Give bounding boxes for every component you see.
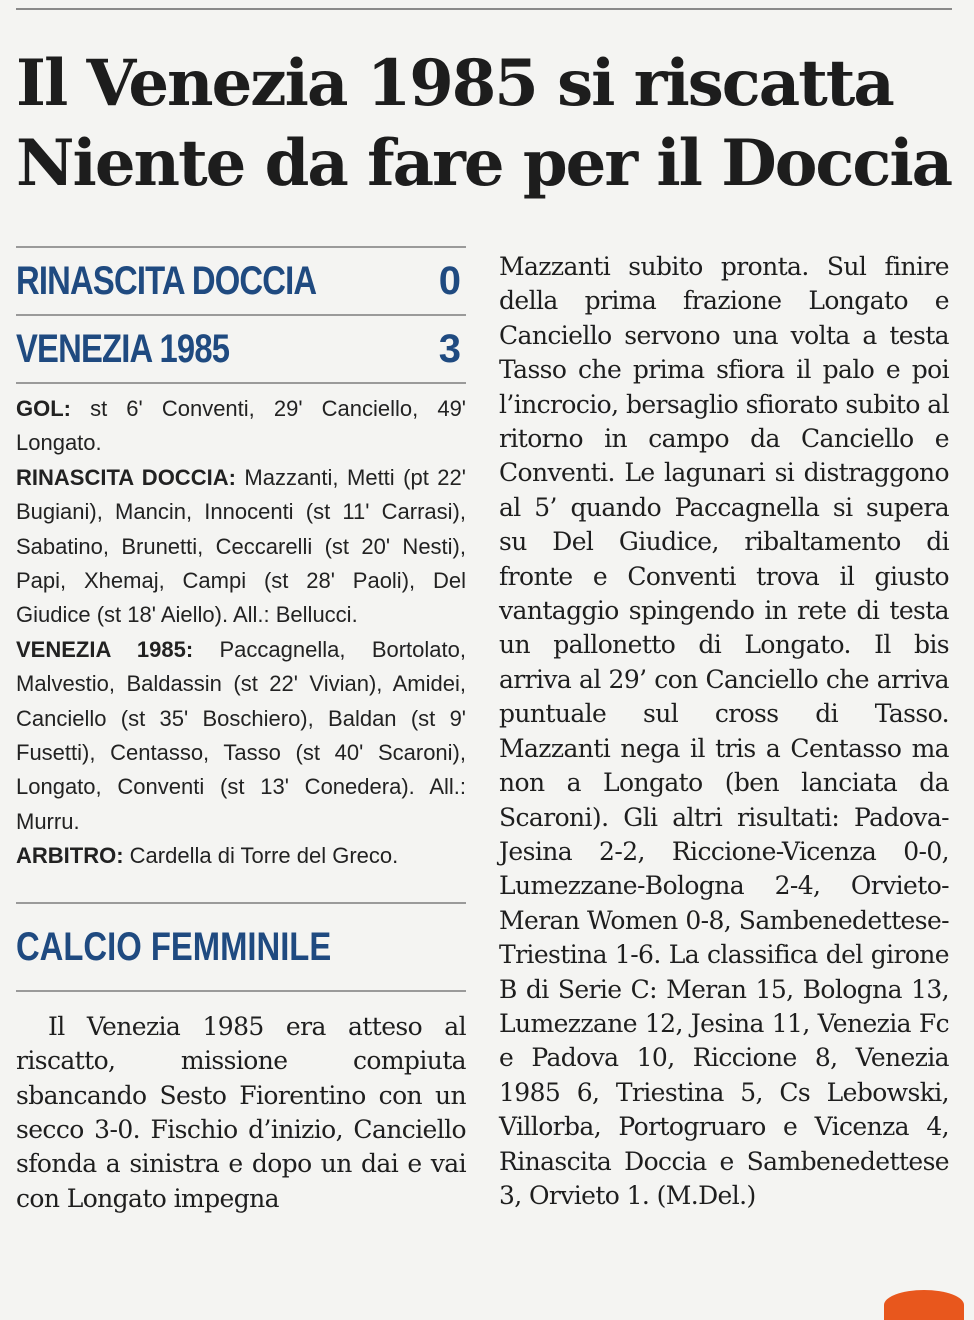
article-paragraph: Il Venezia 1985 era atteso al riscatto, missione compiuta sbancando Sesto Fiorentino con un secco 3-0. Fischio d’inizio, Canciello sfonda a sinistra e dopo un dai e vai con Longato impegna (16, 1011, 466, 1213)
doccia-text: Mazzanti, Metti (pt 22' Bugiani), Mancin, Innocenti (st 11' Carrasi), Sabatino, Brunetti, Ceccarelli (st 20' Nesti), Papi, Xhemaj, Campi (st 28' Paoli), Del Giudice (st 18' Aiello). All.: Bellucci. (16, 464, 466, 628)
goals-text: st 6' Conventi, 29' Canciello, 49' Longato. (16, 396, 466, 456)
doccia-label: RINASCITA DOCCIA: (16, 464, 236, 490)
venezia-label: VENEZIA 1985: (16, 636, 194, 662)
article-body-right (499, 250, 949, 1213)
section-title (16, 904, 466, 990)
goals-line (16, 392, 466, 461)
referee-text: Cardella di Torre del Greco. (123, 843, 399, 869)
match-report-box (16, 392, 466, 874)
team-name: RINASCITA DOCCIA (16, 258, 317, 303)
article-paragraph: Mazzanti subito pronta. Sul finire della prima frazione Longato e Canciello servono una volta a testa Tasso che prima sfiora il palo e poi l’incrocio, bersaglio sfiorato subito al ritorno in campo da Canciello e Conventi. Le lagunari si distraggono al 5’ quando Paccagnella si supera su Del Giudice, ribaltamento di fronte e Conventi trova il giusto vantaggio spingendo in rete di testa un pallonetto di Longato. Il bis arriva al 29’ con Canciello che arriva puntuale sul cross di Tasso. Mazzanti nega il tris a Centasso ma non a Longato (ben lanciata da Scaroni). Gli altri risultati: Padova-Jesina 2-2, Riccione-Vicenza 0-0, Lumezzane-Bologna 2-4, Orvieto-Meran Women 0-8, Sambenedettese-Triestina 1-6. La classifica del girone B di Serie C: Meran 15, Bologna 13, Lumezzane 12, Jesina 11, Venezia Fc e Padova 10, Riccione 8, Venezia 1985 6, Triestina 5, Cs Lebowski, Villorba, Portogruaro e Vicenza 4, Rinascita Doccia e Sambenedettese 3, Orvieto 1. (M.Del.) (499, 252, 949, 1210)
team-score: 3 (438, 326, 460, 371)
article-body-left (16, 1010, 466, 1216)
corner-mark (884, 1290, 964, 1320)
referee-label: ARBITRO: (16, 843, 124, 869)
headline-line-2: Niente da fare per il Doccia (16, 126, 952, 201)
score-row-home (16, 248, 466, 314)
venezia-text: Paccagnella, Bortolato, Malvestio, Baldassin (st 22' Vivian), Amidei, Canciello (st 35' Boschiero), Baldan (st 9' Fusetti), Centasso, Tasso (st 40' Scaroni), Longato, Conventi (st 13' Conedera). All.: Murru. (16, 636, 466, 834)
venezia-lineup (16, 633, 466, 839)
divider (16, 990, 466, 992)
team-name: VENEZIA 1985 (16, 326, 230, 371)
headline-line-1: Il Venezia 1985 si riscatta (16, 46, 893, 121)
score-row-away (16, 316, 466, 382)
team-score: 0 (438, 258, 460, 303)
divider (16, 382, 466, 384)
doccia-lineup (16, 461, 466, 633)
referee-line (16, 839, 466, 873)
top-rule (16, 8, 952, 10)
right-column (499, 250, 949, 1213)
goals-label: GOL: (16, 396, 71, 421)
headline (16, 44, 956, 204)
left-column (16, 246, 466, 1216)
section-title-text: CALCIO FEMMINILE (16, 924, 332, 969)
